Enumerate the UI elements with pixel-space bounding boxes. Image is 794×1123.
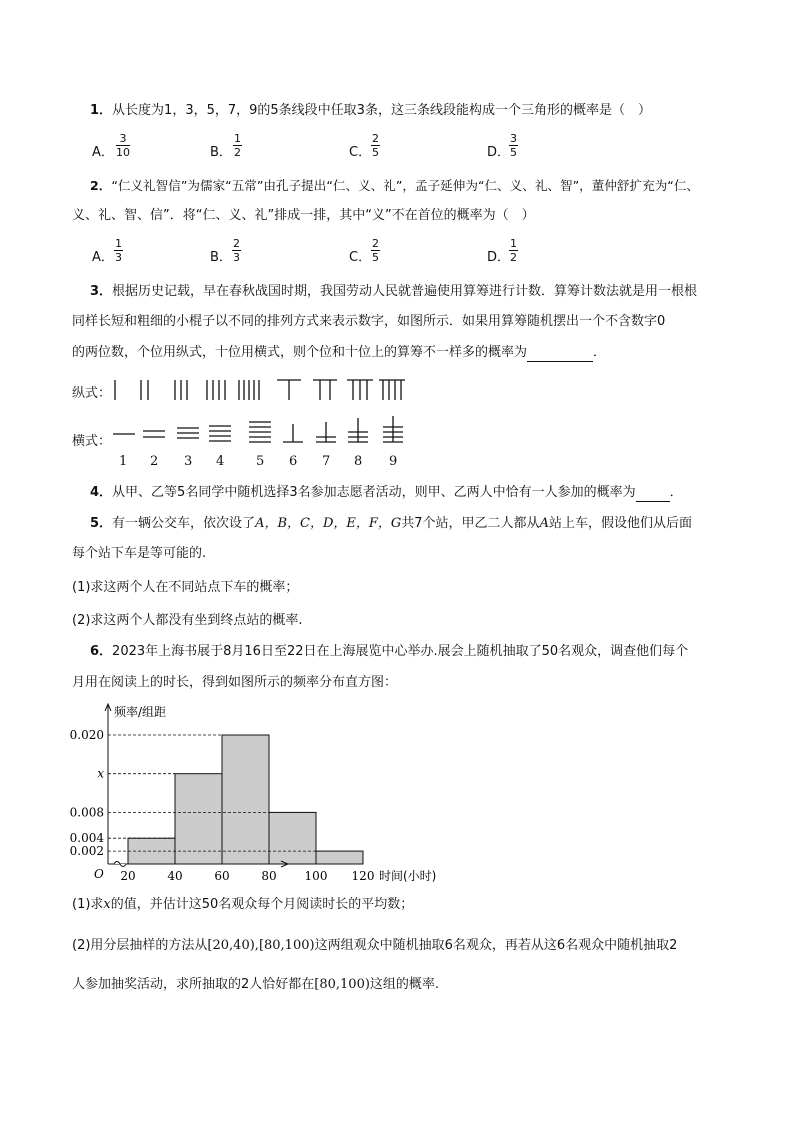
histogram-x-tick-label: 80 bbox=[261, 869, 277, 883]
q5-text-b: 共7个站，甲乙二人都从 bbox=[401, 516, 540, 531]
q6-interval-20-40: [20,40) bbox=[207, 938, 255, 953]
q2-text-line1: “仁义礼智信”为儒家“五常”由孔子提出“仁、义、礼”，孟子延伸为“仁、义、礼、智”，董仲舒扩充为“仁、 bbox=[111, 178, 700, 193]
q6-variable-x: x bbox=[103, 897, 111, 912]
histogram-x-tick-label: 60 bbox=[214, 869, 230, 883]
vertical-rod-6 bbox=[277, 380, 301, 400]
vertical-rod-8 bbox=[347, 380, 373, 400]
q3-stem-line2: 同样长短和粗细的小棍子以不同的排列方式来表示数字，如图所示．如果用算筹随机摆出一个不含数字0 bbox=[72, 314, 666, 329]
q5-stop-names: A，B，C，D，E，F，G bbox=[255, 516, 402, 531]
q2-stem-line1 bbox=[90, 177, 699, 195]
q1-option-b-label: B． bbox=[210, 145, 232, 160]
histogram-y-tick-label: 0.008 bbox=[69, 805, 104, 820]
q2-option-a-label: A． bbox=[92, 250, 114, 265]
q3-text-line3: 的两位数，个位用纵式，十位用横式，则个位和十位上的算筹不一样多的概率为 bbox=[72, 345, 528, 360]
q1-option-c-label: C． bbox=[349, 145, 372, 160]
horizontal-rod-5 bbox=[249, 422, 271, 442]
q5-sub2: (2)求这两个人都没有坐到终点站的概率. bbox=[72, 613, 303, 628]
q5-text-a: 有一辆公交车，依次设了 bbox=[112, 516, 256, 531]
rod-digit: 6 bbox=[289, 454, 298, 469]
q1-option-d-fraction: $\frac{3}{5}$ bbox=[510, 132, 517, 159]
histogram-axis-break bbox=[114, 862, 126, 867]
q2-stem-line2: 义、礼、智、信”．将“仁、义、礼”排成一排，其中“义”不在首位的概率为（ ） bbox=[72, 208, 535, 223]
histogram-x-tick-label: 40 bbox=[167, 869, 183, 883]
rod-digit: 7 bbox=[322, 454, 331, 469]
q3-answer-blank bbox=[527, 345, 593, 362]
histogram-bar bbox=[269, 812, 316, 864]
histogram-origin-label: O bbox=[94, 867, 104, 881]
q5-stem-line2: 每个站下车是等可能的. bbox=[72, 546, 207, 561]
horizontal-form-label: 横式： bbox=[72, 434, 112, 449]
q6-sub1-text-b: 的值，并估计这50名观众每个月阅读时长的平均数； bbox=[110, 897, 414, 912]
histogram-x-tick-label: 120 bbox=[351, 869, 375, 883]
rod-digit: 5 bbox=[256, 454, 265, 469]
rod-digit: 9 bbox=[389, 454, 398, 469]
rod-digit: 2 bbox=[150, 454, 159, 469]
histogram-y-axis-title: 频率/组距 bbox=[114, 705, 167, 719]
horizontal-rod-4 bbox=[209, 426, 231, 441]
histogram-x-axis-title: 时间(小时) bbox=[379, 869, 437, 883]
q1-option-c-fraction: $\frac{2}{5}$ bbox=[372, 132, 379, 159]
q6-sub1 bbox=[72, 896, 413, 914]
q5-sub1: (1)求这两个人在不同站点下车的概率； bbox=[72, 580, 299, 595]
histogram-x-tick-label: 20 bbox=[120, 869, 136, 883]
q2-option-b-label: B． bbox=[210, 250, 232, 265]
q5-text-c: 站上车，假设他们从后面 bbox=[548, 516, 692, 531]
vertical-rod-3 bbox=[175, 380, 187, 400]
q6-sub2-line2 bbox=[72, 976, 439, 994]
q4-text-end: ． bbox=[669, 485, 683, 500]
q5-number: 5． bbox=[90, 516, 113, 531]
vertical-rod-5 bbox=[239, 380, 259, 400]
q3-stem-line1 bbox=[90, 283, 697, 301]
q4-text: 从甲、乙等5名同学中随机选择3名参加志愿者活动，则甲、乙两人中恰有一人参加的概率为 bbox=[112, 485, 636, 500]
q1-option-a-fraction: $\frac{3}{10}$ bbox=[116, 132, 130, 159]
q2-option-d-fraction: $\frac{1}{2}$ bbox=[510, 237, 517, 264]
q1-option-d-label: D． bbox=[487, 145, 511, 160]
histogram-y-tick-label: x bbox=[97, 766, 104, 781]
q1-text: 从长度为1，3，5，7，9的5条线段中任取3条，这三条线段能构成一个三角形的概率是（ ） bbox=[112, 103, 651, 118]
q6-sub1-text-a: (1)求 bbox=[72, 897, 104, 912]
q1-stem bbox=[90, 102, 651, 120]
horizontal-rod-2 bbox=[143, 431, 165, 437]
q4-number: 4． bbox=[90, 485, 113, 500]
q6-sub2-line2-text-b: 这组的概率. bbox=[369, 977, 440, 992]
vertical-rod-4 bbox=[207, 380, 225, 400]
q2-option-c-label: C． bbox=[349, 250, 372, 265]
q6-number: 6． bbox=[90, 644, 113, 659]
q6-sub2-line2-text-a: 人参加抽奖活动，求所抽取的2人恰好都在 bbox=[72, 977, 315, 992]
q4-answer-blank bbox=[636, 485, 670, 502]
counting-rods-figure bbox=[105, 376, 415, 450]
histogram-y-tick-label: 0.002 bbox=[69, 844, 104, 859]
histogram-x-tick-label: 100 bbox=[304, 869, 328, 883]
q6-sub2-line1 bbox=[72, 937, 677, 955]
q3-stem-line3 bbox=[72, 344, 606, 362]
rod-digit: 4 bbox=[216, 454, 225, 469]
horizontal-rod-7 bbox=[316, 422, 336, 442]
histogram-bar bbox=[175, 774, 222, 864]
q3-text-line1: 根据历史记载，早在春秋战国时期，我国劳动人民就普遍使用算筹进行计数．算筹计数法就是用一根根 bbox=[112, 284, 698, 299]
q2-option-d-label: D． bbox=[487, 250, 511, 265]
q2-option-a-fraction: $\frac{1}{3}$ bbox=[115, 237, 122, 264]
q6-stem-line2: 月用在阅读上的时长，得到如图所示的频率分布直方图： bbox=[72, 675, 398, 690]
q2-number: 2． bbox=[90, 178, 112, 193]
q5-stop-a: A bbox=[539, 516, 549, 531]
q1-number: 1． bbox=[90, 103, 113, 118]
vertical-rod-7 bbox=[313, 380, 337, 400]
q6-interval-80-100-again: [80,100) bbox=[314, 977, 370, 992]
vertical-rod-2 bbox=[141, 380, 148, 400]
horizontal-rod-9 bbox=[383, 416, 403, 442]
histogram-bar bbox=[222, 735, 269, 864]
histogram-bar bbox=[316, 851, 363, 864]
q6-sub2-text-b: 这两组观众中随机抽取6名观众，再若从这6名观众中随机抽取2 bbox=[314, 938, 678, 953]
q4-stem bbox=[90, 484, 683, 502]
q2-option-b-fraction: $\frac{2}{3}$ bbox=[233, 237, 240, 264]
q1-option-a-label: A． bbox=[92, 145, 114, 160]
q2-option-c-fraction: $\frac{2}{5}$ bbox=[372, 237, 379, 264]
vertical-rod-9 bbox=[379, 380, 405, 400]
horizontal-rod-3 bbox=[177, 428, 199, 438]
histogram-y-tick-label: 0.004 bbox=[69, 831, 104, 846]
frequency-histogram bbox=[66, 694, 437, 890]
q6-sub2-text-a: (2)用分层抽样的方法从 bbox=[72, 938, 208, 953]
q3-text-line3-end: ． bbox=[593, 345, 607, 360]
rod-digit: 3 bbox=[184, 454, 193, 469]
q1-option-b-fraction: $\frac{1}{2}$ bbox=[234, 132, 241, 159]
q5-stem-line1 bbox=[90, 515, 692, 533]
rod-digit: 1 bbox=[119, 454, 128, 469]
q3-number: 3． bbox=[90, 284, 113, 299]
rod-digit: 8 bbox=[354, 454, 363, 469]
q6-stem-line1 bbox=[90, 643, 688, 661]
horizontal-rod-8 bbox=[348, 418, 368, 442]
horizontal-rod-6 bbox=[283, 424, 303, 442]
vertical-form-label: 纵式： bbox=[72, 386, 112, 401]
q6-interval-80-100: [80,100) bbox=[258, 938, 315, 953]
q6-interval-separator: , bbox=[254, 938, 259, 953]
q6-text-line1: 2023年上海书展于8月16日至22日在上海展览中心举办.展会上随机抽取了50名观众，调查他们每个 bbox=[112, 644, 689, 659]
histogram-y-tick-label: 0.020 bbox=[69, 728, 104, 742]
